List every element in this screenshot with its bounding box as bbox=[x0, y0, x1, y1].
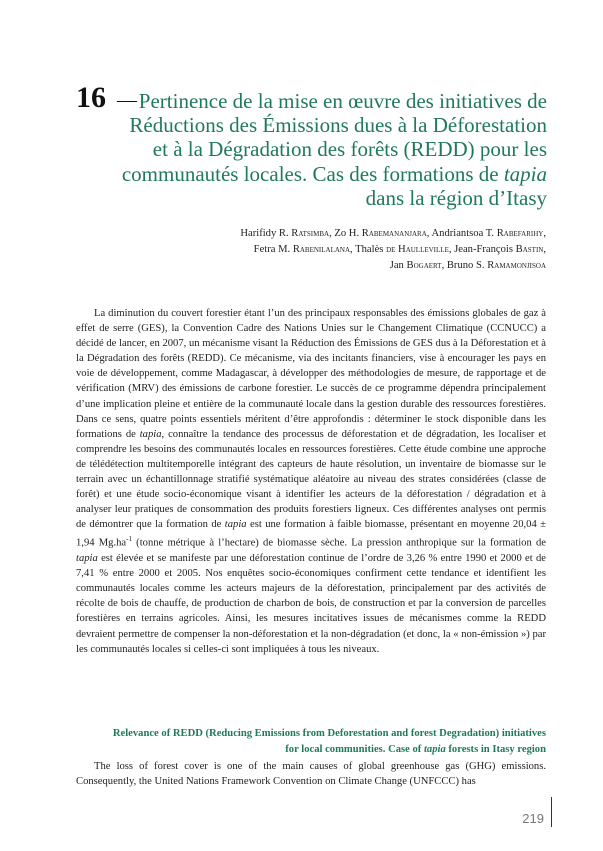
author bbox=[454, 244, 546, 255]
author-surname: de Haulleville bbox=[386, 244, 449, 255]
author-surname: Bogaert bbox=[406, 260, 442, 271]
abstract-fr-part-5: est élevée et se manifeste par une déforestation continue de l’ordre de 3,26 % entre 1990 et 2000 et de 7,41 % entre 2000 et 2005. Nos enquêtes socio-économiques confirment cette tendance et identifient les communautés locales comme les acteurs majeurs de la déforestation, principalement par des activités de récolte de bois de chauffe, de production de charbon de bois, de construction et par la conversion de parcelles forestières en terrains agricoles. Ainsi, les mesures incitatives issues de mécanismes comme la REDD devraient permettre de compenser la non-déforestation et la non-dégradation (et donc, la « non-émission ») par les communautés locales si celles-ci sont impliquées à tous les niveaux. bbox=[76, 553, 546, 655]
chapter-title-text-end: dans la région d’Itasy bbox=[365, 185, 547, 210]
author-separator: , bbox=[329, 228, 335, 239]
author bbox=[390, 260, 447, 271]
page-number-rule bbox=[551, 797, 552, 827]
abstract-french bbox=[76, 306, 546, 657]
english-title bbox=[110, 726, 546, 757]
chapter-title bbox=[110, 89, 547, 210]
author-surname: Bastin bbox=[515, 244, 544, 255]
chapter-dash: — bbox=[117, 89, 137, 111]
abstract-fr-superscript: -1 bbox=[126, 535, 132, 544]
author-given-name: Jan bbox=[389, 260, 404, 271]
abstract-fr-italic-2: tapia bbox=[224, 519, 247, 531]
author bbox=[432, 228, 547, 239]
chapter-number: 16 bbox=[76, 81, 106, 114]
abstract-fr-part-4: (tonne métrique à l’hectare) de biomasse sèche. La pression anthropique sur la formation de bbox=[131, 537, 546, 549]
author-separator: , bbox=[441, 260, 447, 271]
author-surname: Rabefarihy bbox=[496, 228, 544, 239]
abstract-english: The loss of forest cover is one of the main causes of global greenhouse gas (GHG) emissions. Consequently, the United Nations Framework Convention on Climate Change (UNFCCC) has bbox=[76, 761, 546, 788]
english-title-text-end: forests in Itasy region bbox=[445, 743, 546, 755]
author-given-name: Bruno S. bbox=[446, 260, 485, 271]
english-title-text: Relevance of REDD (Reducing Emissions from Deforestation and forest Degradation) initiatives for local communities. Case of bbox=[112, 728, 546, 755]
author bbox=[334, 228, 431, 239]
author-separator: , bbox=[426, 228, 432, 239]
author-separator: , bbox=[543, 228, 546, 239]
author bbox=[355, 244, 454, 255]
abstract-fr-part-1: La diminution du couvert forestier étant l’un des principaux responsables des émissions globales de gaz à effet de serre (GES), la Convention Cadre des Nations Unies sur le Changement Climatique (CCNUCC) a décidé de lancer, en 2007, un mécanisme visant la Réduction des Émissions de GES dus à la Déforestation et à la Dégradation des forêts (REDD). Ce mécanisme, via des incitants financiers, vise à encourager les pays en voie de développement, comme Madagascar, à développer des méthodologies de mesure, de rapportage et de vérification (MRV) des émissions de carbone forestier. Le succès de ce programme dépendra principalement d’une implication pleine et entière de la communauté locale dans la gestion durable des ressources forestières. Dans ce sens, quatre points essentiels méritent d’être approfondis : déterminer le stock disponible dans les formations de bbox=[76, 308, 546, 440]
author-surname: Rabenilalana bbox=[292, 244, 351, 255]
chapter-title-italic: tapia bbox=[503, 161, 547, 186]
author-given-name: Fetra M. bbox=[253, 244, 291, 255]
author-surname: Ratsimba bbox=[291, 228, 330, 239]
author-surname: Ramamonjisoa bbox=[487, 260, 546, 271]
page-number: 219 bbox=[522, 811, 544, 826]
author-given-name: Andriantsoa T. bbox=[431, 228, 495, 239]
author bbox=[240, 228, 334, 239]
author-given-name: Harifidy R. bbox=[240, 228, 289, 239]
author-list bbox=[150, 226, 546, 274]
author-separator: , bbox=[543, 244, 546, 255]
author-given-name: Jean-François bbox=[454, 244, 513, 255]
abstract-fr-italic-1: tapia bbox=[139, 428, 162, 440]
abstract-fr-part-2: , connaître la tendance des processus de déforestation et de dégradation, les localiser et comprendre les besoins des communautés locales en ressources forestières. Cette étude combine une approche de télédétection multitemporelle intégrant des capteurs de haute résolution, un inventaire de biomasse sur le terrain avec un échantillonnage stratifié systématique aléatoire au niveau des strates considérées (classe de forêt) et une étude socio-économique visant à identifier les acteurs de la déforestation / dégradation et à analyser leur pratiques de consommation des produits forestiers ligneux. Ces différentes analyses ont permis de démontrer que la formation de bbox=[76, 428, 546, 531]
author-given-name: Zo H. bbox=[334, 228, 360, 239]
author-surname: Rabemananjara bbox=[361, 228, 427, 239]
abstract-fr-italic-3: tapia bbox=[76, 553, 98, 565]
english-title-italic: tapia bbox=[423, 743, 446, 755]
author-given-name: Thalès bbox=[355, 244, 384, 255]
author bbox=[254, 244, 355, 255]
author bbox=[447, 260, 546, 271]
chapter-title-text: Pertinence de la mise en œuvre des initiatives de Réductions des Émissions dues à la Déforestation et à la Dégradation des forêts (REDD) pour les communautés locales. Cas des formations de bbox=[121, 89, 547, 186]
author-separator: , bbox=[448, 244, 455, 255]
author-separator: , bbox=[350, 244, 356, 255]
abstract-fr-part-3: est une formation à faible biomasse, présentant en moyenne 20,04 ± 1,94 Mg.ha bbox=[76, 519, 546, 549]
